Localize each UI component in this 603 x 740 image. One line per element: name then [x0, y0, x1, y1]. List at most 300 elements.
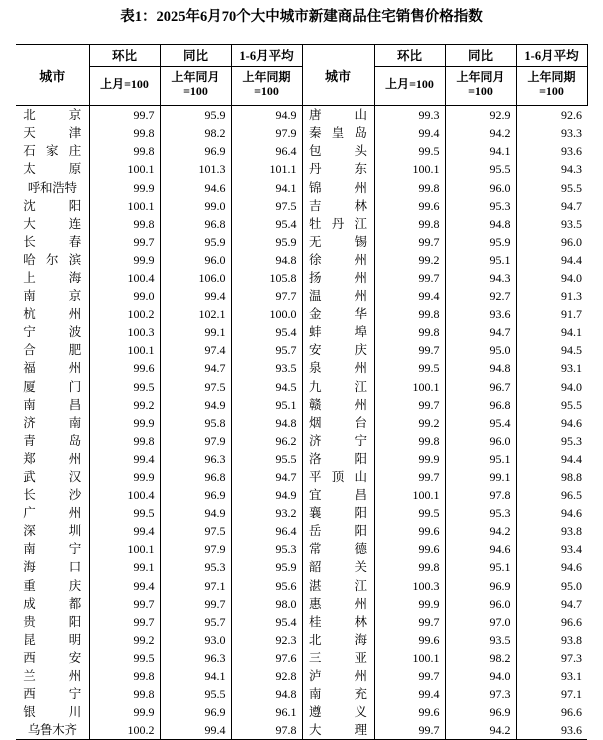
- value-mom-left: 99.8: [89, 215, 160, 233]
- column-subheader-avg-right: [516, 67, 587, 106]
- value-yoy-right: 94.2: [445, 124, 516, 142]
- value-mom-right: 99.2: [374, 251, 445, 269]
- value-avg-right: 93.4: [561, 542, 582, 557]
- city-label: 南宁: [23, 542, 82, 557]
- value-avg-right: 94.1: [561, 325, 582, 340]
- value-mom-right: 99.5: [374, 504, 445, 522]
- value-yoy-left: 97.1: [160, 577, 231, 595]
- city-name-cell: [302, 359, 374, 377]
- table-row: [16, 721, 587, 740]
- value-avg-right: 94.7: [561, 596, 582, 611]
- value-yoy-right: 95.9: [445, 233, 516, 251]
- subheader-yoy-line2-left: =100: [183, 84, 208, 99]
- value-avg-left: 95.4: [231, 613, 302, 631]
- value-avg-left: 97.5: [231, 197, 302, 215]
- city-name-cell: [16, 613, 89, 631]
- value-avg-left: 95.6: [231, 577, 302, 595]
- value-mom-left: 99.7: [89, 233, 160, 251]
- city-name-cell: [302, 450, 374, 468]
- city-label: 岳阳: [309, 524, 367, 539]
- page-title: 表1：2025年6月70个大中城市新建商品住宅销售价格指数: [120, 9, 483, 25]
- value-yoy-left: 94.1: [160, 667, 231, 685]
- value-yoy-right: 97.3: [445, 685, 516, 703]
- value-mom-left: 99.5: [89, 504, 160, 522]
- value-mom-right: 99.6: [374, 540, 445, 558]
- city-label: 徐州: [309, 252, 367, 267]
- city-label: 济宁: [309, 433, 367, 448]
- subheader-yoy-line1-left: 上年同月: [171, 70, 220, 85]
- value-mom-right: 100.1: [374, 486, 445, 504]
- city-name-cell: [16, 540, 89, 558]
- value-avg-right: 94.0: [561, 270, 582, 285]
- city-label: 桂林: [309, 614, 367, 629]
- value-yoy-left: 95.3: [160, 558, 231, 576]
- city-name-cell: [302, 540, 374, 558]
- value-yoy-right: 95.1: [445, 251, 516, 269]
- city-label: 乌鲁木齐: [27, 723, 77, 738]
- city-label: 牡丹江: [309, 216, 367, 231]
- value-avg-right: 91.3: [561, 289, 582, 304]
- value-yoy-right: 94.0: [445, 667, 516, 685]
- city-label: 深圳: [23, 524, 82, 539]
- city-name-cell: [302, 378, 374, 396]
- value-yoy-right: 96.0: [445, 595, 516, 613]
- city-name-cell: [302, 613, 374, 631]
- value-mom-left: 99.8: [89, 432, 160, 450]
- city-label: 北京: [23, 108, 82, 123]
- value-mom-left: 99.8: [89, 667, 160, 685]
- table-row: [16, 613, 587, 631]
- value-yoy-left: 102.1: [160, 305, 231, 323]
- value-mom-left: 99.9: [89, 414, 160, 432]
- value-mom-right: 99.6: [374, 522, 445, 540]
- city-name-cell: [302, 396, 374, 414]
- value-avg-right: 93.1: [561, 361, 582, 376]
- value-mom-right: 99.7: [374, 269, 445, 287]
- value-yoy-left: 95.8: [160, 414, 231, 432]
- table-row: [16, 179, 587, 197]
- city-label: 成都: [23, 596, 82, 611]
- city-label: 海口: [23, 560, 82, 575]
- table-row: [16, 540, 587, 558]
- city-name-cell: [16, 378, 89, 396]
- value-mom-right: 99.7: [374, 396, 445, 414]
- value-mom-left: 99.0: [89, 287, 160, 305]
- city-label: 安庆: [309, 343, 367, 358]
- value-yoy-right: 96.9: [445, 577, 516, 595]
- value-mom-left: 100.2: [89, 305, 160, 323]
- value-mom-right: 99.7: [374, 721, 445, 740]
- value-yoy-right: 96.7: [445, 378, 516, 396]
- value-avg-right: 93.6: [516, 721, 587, 740]
- value-avg-right: 94.4: [561, 252, 582, 267]
- value-avg-left: 95.9: [231, 233, 302, 251]
- city-label: 哈尔滨: [23, 252, 82, 267]
- city-label: 泉州: [309, 361, 367, 376]
- value-avg-left: 92.3: [231, 631, 302, 649]
- value-mom-right: 99.3: [374, 106, 445, 125]
- column-header-group-avg-left: 1-6月平均: [231, 45, 302, 67]
- subheader-avg-line2-left: =100: [254, 84, 279, 99]
- value-avg-right: 95.0: [561, 578, 582, 593]
- table-row: [16, 414, 587, 432]
- value-avg-right: 94.4: [561, 451, 582, 466]
- value-mom-right: 99.7: [374, 341, 445, 359]
- value-mom-right: 100.1: [374, 649, 445, 667]
- city-name-cell: [16, 486, 89, 504]
- value-yoy-left: 99.0: [160, 197, 231, 215]
- table-row: [16, 631, 587, 649]
- city-name-cell: [302, 703, 374, 721]
- value-yoy-left: 97.5: [160, 522, 231, 540]
- value-yoy-right: 96.8: [445, 396, 516, 414]
- value-avg-left: 98.0: [231, 595, 302, 613]
- city-name-cell: [302, 287, 374, 305]
- value-avg-left: 93.5: [231, 359, 302, 377]
- value-mom-left: 99.7: [89, 595, 160, 613]
- table-row: [16, 468, 587, 486]
- city-label: 杭州: [23, 307, 82, 322]
- value-avg-right: 95.3: [561, 433, 582, 448]
- table-row: [16, 486, 587, 504]
- column-subheader-avg-left: [231, 67, 302, 106]
- value-yoy-right: 96.0: [445, 179, 516, 197]
- value-yoy-right: 95.4: [445, 414, 516, 432]
- city-label: 襄阳: [309, 506, 367, 521]
- city-label: 九江: [309, 379, 367, 394]
- city-label: 吉林: [309, 198, 367, 213]
- value-yoy-left: 94.9: [160, 504, 231, 522]
- table-row: [16, 378, 587, 396]
- value-mom-left: 99.2: [89, 396, 160, 414]
- value-avg-left: 94.1: [231, 179, 302, 197]
- city-name-cell: [16, 106, 89, 125]
- city-label: 武汉: [23, 470, 82, 484]
- value-mom-right: 99.4: [374, 287, 445, 305]
- table-body: [16, 106, 587, 740]
- value-mom-left: 99.2: [89, 631, 160, 649]
- value-avg-left: 94.9: [231, 106, 302, 125]
- city-label: 扬州: [309, 270, 367, 285]
- value-yoy-right: 97.8: [445, 486, 516, 504]
- value-mom-left: 99.5: [89, 378, 160, 396]
- table-row: [16, 432, 587, 450]
- city-label: 重庆: [23, 578, 82, 593]
- city-label: 大理: [309, 723, 367, 738]
- city-label: 昆明: [23, 632, 82, 647]
- city-label: 宜昌: [309, 488, 367, 503]
- value-avg-left: 96.1: [231, 703, 302, 721]
- value-yoy-right: 94.8: [445, 215, 516, 233]
- city-label: 泸州: [309, 669, 367, 684]
- value-yoy-left: 97.9: [160, 540, 231, 558]
- value-avg-right: 93.5: [561, 216, 582, 231]
- value-yoy-right: 94.6: [445, 540, 516, 558]
- value-mom-right: 99.6: [374, 703, 445, 721]
- city-label: 呼和浩特: [27, 180, 77, 195]
- city-name-cell: [16, 649, 89, 667]
- value-yoy-right: 99.1: [445, 468, 516, 486]
- table-row: [16, 341, 587, 359]
- city-name-cell: [16, 631, 89, 649]
- value-yoy-right: 94.8: [445, 359, 516, 377]
- city-name-cell: [302, 142, 374, 160]
- city-name-cell: [302, 522, 374, 540]
- city-name-cell: [302, 468, 374, 486]
- city-label: 西安: [23, 650, 82, 665]
- city-name-cell: [16, 215, 89, 233]
- value-avg-left: 97.6: [231, 649, 302, 667]
- value-mom-left: 99.9: [89, 468, 160, 486]
- value-avg-right: 93.3: [561, 126, 582, 141]
- value-yoy-left: 95.9: [160, 106, 231, 125]
- city-name-cell: [16, 577, 89, 595]
- value-avg-left: 105.8: [231, 269, 302, 287]
- city-name-cell: [16, 450, 89, 468]
- city-name-cell: [16, 341, 89, 359]
- city-name-cell: [302, 251, 374, 269]
- value-yoy-right: 95.1: [445, 450, 516, 468]
- city-label: 锦州: [309, 180, 367, 195]
- value-mom-right: 99.7: [374, 613, 445, 631]
- city-name-cell: [302, 685, 374, 703]
- value-mom-left: 99.4: [89, 522, 160, 540]
- value-avg-left: 94.8: [231, 414, 302, 432]
- column-header-group-avg-right: 1-6月平均: [516, 45, 587, 67]
- column-subheader-yoy-left: [160, 67, 231, 106]
- value-yoy-left: 99.4: [160, 287, 231, 305]
- value-yoy-left: 96.3: [160, 649, 231, 667]
- value-avg-right: 96.6: [561, 614, 582, 629]
- value-mom-right: 100.1: [374, 160, 445, 178]
- value-avg-right: 96.6: [561, 705, 582, 720]
- city-name-cell: [16, 359, 89, 377]
- city-label: 包头: [309, 144, 367, 159]
- city-label: 温州: [309, 289, 367, 304]
- city-name-cell: [16, 251, 89, 269]
- city-label: 沈阳: [23, 198, 82, 213]
- city-label: 惠州: [309, 596, 367, 611]
- value-avg-right: 93.6: [561, 144, 582, 159]
- column-subheader-mom-left: 上月=100: [89, 67, 160, 106]
- column-header-group-yoy-left: 同比: [160, 45, 231, 67]
- table-row: [16, 577, 587, 595]
- city-label: 福州: [23, 361, 82, 376]
- value-mom-left: 99.9: [89, 179, 160, 197]
- column-subheader-mom-right: 上月=100: [374, 67, 445, 106]
- city-name-cell: [302, 595, 374, 613]
- value-avg-right: 96.5: [561, 488, 582, 503]
- table-row: [16, 215, 587, 233]
- value-mom-left: 99.8: [89, 124, 160, 142]
- table-row: [16, 703, 587, 721]
- city-name-cell: [302, 124, 374, 142]
- value-mom-right: 99.9: [374, 450, 445, 468]
- value-avg-left: 96.4: [231, 522, 302, 540]
- city-label: 兰州: [23, 669, 82, 684]
- city-label: 遵义: [309, 705, 367, 720]
- value-mom-left: 100.1: [89, 160, 160, 178]
- value-yoy-right: 94.3: [445, 269, 516, 287]
- value-mom-left: 100.2: [89, 721, 160, 740]
- city-label: 南昌: [23, 397, 82, 412]
- value-yoy-right: 96.0: [445, 432, 516, 450]
- city-label: 湛江: [309, 578, 367, 593]
- city-label: 唐山: [309, 108, 367, 123]
- value-mom-right: 100.3: [374, 577, 445, 595]
- city-label: 金华: [309, 307, 367, 322]
- city-name-cell: [16, 414, 89, 432]
- city-name-cell: [16, 721, 89, 740]
- table-row: [16, 142, 587, 160]
- table-row: [16, 359, 587, 377]
- value-yoy-right: 95.3: [445, 197, 516, 215]
- city-name-cell: [16, 179, 89, 197]
- value-avg-left: 94.7: [231, 468, 302, 486]
- city-label: 烟台: [309, 415, 367, 430]
- value-yoy-left: 93.0: [160, 631, 231, 649]
- column-header-group-mom-right: 环比: [374, 45, 445, 67]
- value-avg-right: 95.5: [561, 180, 582, 195]
- value-yoy-right: 95.1: [445, 558, 516, 576]
- value-mom-left: 99.4: [89, 577, 160, 595]
- value-mom-right: 99.7: [374, 667, 445, 685]
- value-avg-left: 94.8: [231, 685, 302, 703]
- city-label: 天津: [23, 126, 82, 141]
- value-avg-left: 95.4: [231, 215, 302, 233]
- value-avg-right: 93.1: [561, 669, 582, 684]
- value-avg-right: 94.6: [561, 560, 582, 575]
- table-row: [16, 558, 587, 576]
- city-name-cell: [16, 703, 89, 721]
- value-yoy-left: 96.9: [160, 142, 231, 160]
- value-mom-right: 99.8: [374, 432, 445, 450]
- city-label: 南京: [23, 289, 82, 304]
- value-avg-right: 93.8: [561, 632, 582, 647]
- value-yoy-left: 101.3: [160, 160, 231, 178]
- city-name-cell: [302, 269, 374, 287]
- table-row: [16, 595, 587, 613]
- value-avg-right: 97.1: [561, 687, 582, 702]
- value-yoy-left: 96.0: [160, 251, 231, 269]
- value-yoy-right: 94.1: [445, 142, 516, 160]
- city-name-cell: [302, 215, 374, 233]
- city-name-cell: [302, 106, 374, 125]
- value-avg-left: 94.8: [231, 251, 302, 269]
- value-avg-left: 96.2: [231, 432, 302, 450]
- value-mom-right: 99.5: [374, 359, 445, 377]
- city-name-cell: [16, 233, 89, 251]
- city-label: 秦皇岛: [309, 126, 367, 141]
- city-name-cell: [16, 287, 89, 305]
- value-avg-right: 94.6: [561, 506, 582, 521]
- table-row: [16, 124, 587, 142]
- value-mom-left: 100.1: [89, 341, 160, 359]
- city-label: 上海: [23, 270, 82, 285]
- city-label: 长春: [23, 234, 82, 249]
- table-row: [16, 233, 587, 251]
- table-header: [16, 45, 587, 106]
- city-name-cell: [302, 341, 374, 359]
- table-row: [16, 504, 587, 522]
- city-label: 广州: [23, 506, 82, 521]
- city-name-cell: [302, 179, 374, 197]
- column-header-city-right: 城市: [302, 45, 374, 106]
- value-mom-left: 100.4: [89, 269, 160, 287]
- value-yoy-right: 93.5: [445, 631, 516, 649]
- value-avg-left: 93.2: [231, 504, 302, 522]
- city-name-cell: [302, 577, 374, 595]
- value-mom-right: 99.4: [374, 685, 445, 703]
- value-mom-right: 99.8: [374, 215, 445, 233]
- value-yoy-left: 97.5: [160, 378, 231, 396]
- city-label: 韶关: [309, 560, 367, 575]
- value-avg-right: 92.6: [561, 108, 582, 123]
- column-header-city-left: 城市: [16, 45, 89, 106]
- price-index-table: [16, 44, 588, 740]
- value-avg-left: 95.3: [231, 540, 302, 558]
- value-mom-right: 99.6: [374, 631, 445, 649]
- city-name-cell: [16, 667, 89, 685]
- city-name-cell: [16, 504, 89, 522]
- city-label: 合肥: [23, 343, 82, 358]
- subheader-yoy-line1-right: 上年同月: [456, 70, 505, 85]
- city-label: 南充: [309, 687, 367, 702]
- city-name-cell: [302, 631, 374, 649]
- city-label: 厦门: [23, 379, 82, 394]
- value-mom-left: 99.7: [89, 613, 160, 631]
- value-yoy-left: 95.7: [160, 613, 231, 631]
- city-label: 贵阳: [23, 614, 82, 629]
- city-label: 长沙: [23, 488, 82, 503]
- value-avg-right: 97.3: [561, 650, 582, 665]
- value-yoy-right: 98.2: [445, 649, 516, 667]
- city-name-cell: [16, 468, 89, 486]
- city-label: 西宁: [23, 687, 82, 702]
- city-name-cell: [302, 558, 374, 576]
- city-label: 石家庄: [23, 144, 82, 159]
- city-name-cell: [302, 414, 374, 432]
- city-name-cell: [16, 305, 89, 323]
- city-name-cell: [302, 323, 374, 341]
- table-row: [16, 685, 587, 703]
- value-mom-right: 99.2: [374, 414, 445, 432]
- value-yoy-right: 92.9: [445, 106, 516, 125]
- value-avg-right: 94.3: [561, 162, 582, 177]
- value-mom-left: 100.4: [89, 486, 160, 504]
- value-yoy-left: 99.7: [160, 595, 231, 613]
- table-row: [16, 269, 587, 287]
- city-name-cell: [302, 233, 374, 251]
- subheader-yoy-line2-right: =100: [468, 84, 493, 99]
- value-mom-left: 99.8: [89, 685, 160, 703]
- value-mom-right: 99.7: [374, 233, 445, 251]
- city-name-cell: [302, 486, 374, 504]
- city-name-cell: [302, 305, 374, 323]
- value-yoy-left: 96.9: [160, 486, 231, 504]
- table-row: [16, 160, 587, 178]
- city-label: 平顶山: [309, 470, 367, 484]
- subheader-avg-line1-right: 上年同期: [527, 70, 576, 85]
- city-label: 青岛: [23, 433, 82, 448]
- city-label: 常德: [309, 542, 367, 557]
- value-mom-left: 99.5: [89, 649, 160, 667]
- value-yoy-left: 96.8: [160, 468, 231, 486]
- value-mom-left: 100.3: [89, 323, 160, 341]
- value-yoy-left: 97.4: [160, 341, 231, 359]
- value-yoy-left: 95.9: [160, 233, 231, 251]
- value-mom-left: 99.7: [89, 106, 160, 125]
